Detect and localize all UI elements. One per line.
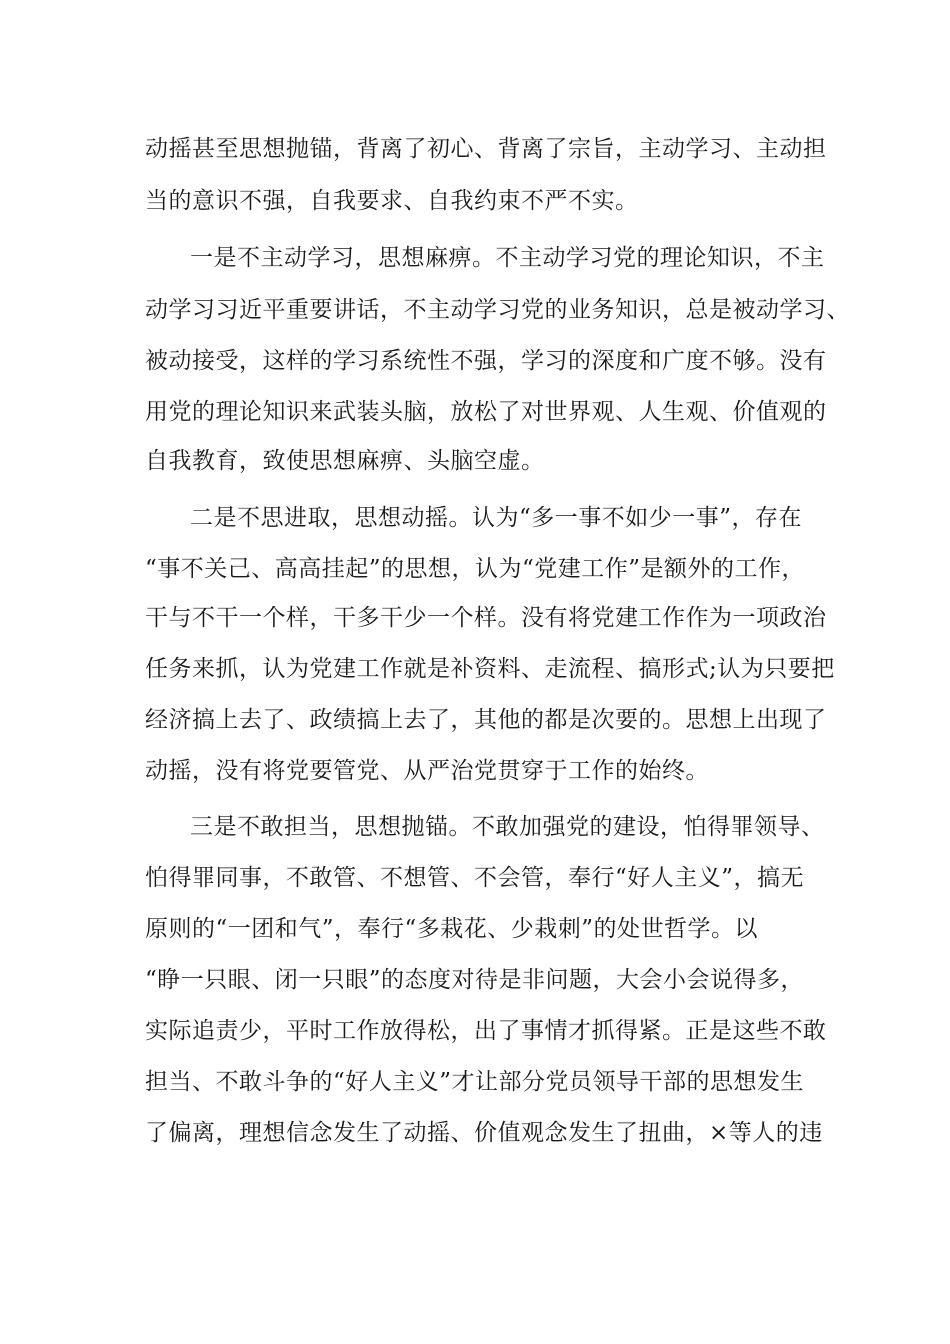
text-line: 担当、不敢斗争的“好人主义”才让部分党员领导干部的思想发生 bbox=[145, 1069, 805, 1095]
text-line: 任务来抓，认为党建工作就是补资料、走流程、搞形式;认为只要把 bbox=[145, 656, 835, 682]
text-line: 原则的“一团和气”，奉行“多栽花、少栽刺”的处世哲学。以 bbox=[145, 916, 759, 942]
text-line: 用党的理论知识来武装头脑，放松了对世界观、人生观、价值观的 bbox=[145, 399, 827, 425]
text-line: “睁一只眼、闭一只眼”的态度对待是非问题，大会小会说得多， bbox=[145, 967, 805, 993]
text-line: 当的意识不强，自我要求、自我约束不严不实。 bbox=[145, 188, 639, 214]
text-line: 经济搞上去了、政绩搞上去了，其他的都是次要的。思想上出现了 bbox=[145, 707, 827, 733]
text-line: 三是不敢担当，思想抛锚。不敢加强党的建设，怕得罪领导、 bbox=[190, 814, 825, 840]
text-line: 动学习习近平重要讲话，不主动学习党的业务知识，总是被动学习、 bbox=[145, 297, 850, 323]
text-line: 动摇甚至思想抛锚，背离了初心、背离了宗旨，主动学习、主动担 bbox=[145, 136, 827, 162]
text-line: 被动接受，这样的学习系统性不强，学习的深度和广度不够。没有 bbox=[145, 348, 827, 374]
text-line: 自我教育，致使思想麻痹、头脑空虚。 bbox=[145, 448, 545, 474]
text-line: 怕得罪同事，不敢管、不想管、不会管，奉行“好人主义”，搞无 bbox=[145, 865, 805, 891]
text-line: “事不关己、高高挂起”的思想，认为“党建工作”是额外的工作， bbox=[145, 556, 806, 582]
text-line: 动摇，没有将党要管党、从严治党贯穿于工作的始终。 bbox=[145, 758, 709, 784]
text-line: 一是不主动学习，思想麻痹。不主动学习党的理论知识，不主 bbox=[190, 245, 825, 271]
text-line: 实际追责少，平时工作放得松，出了事情才抓得紧。正是这些不敢 bbox=[145, 1018, 827, 1044]
text-line: 了偏离，理想信念发生了动摇、价值观念发生了扭曲，×等人的违 bbox=[145, 1120, 823, 1146]
text-line: 二是不思进取，思想动摇。认为“多一事不如少一事”，存在 bbox=[190, 505, 803, 531]
text-line: 干与不干一个样，干多干少一个样。没有将党建工作作为一项政治 bbox=[145, 605, 827, 631]
